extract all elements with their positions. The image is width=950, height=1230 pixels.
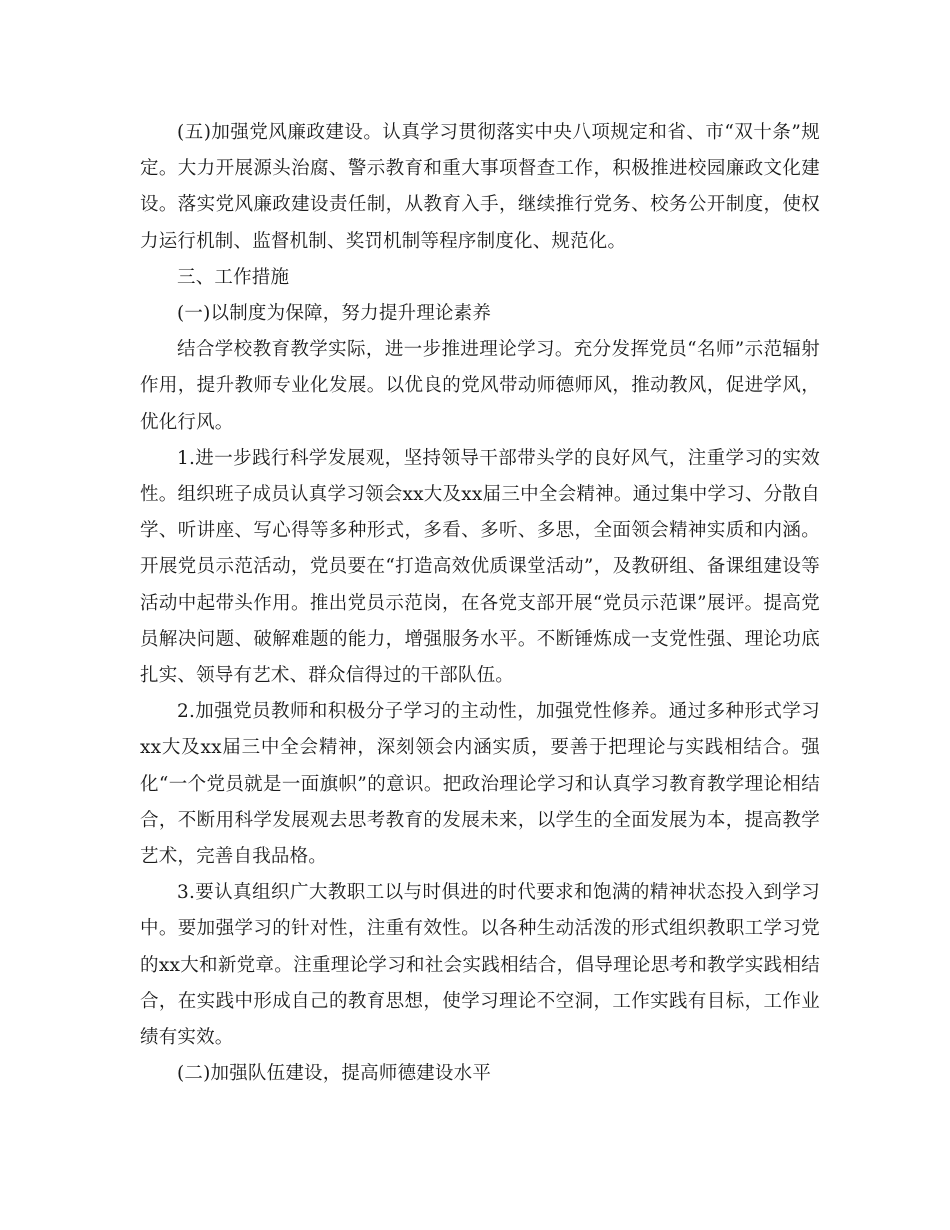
section-heading-work-measures: 三、工作措施 [177,266,290,288]
document-body [140,115,820,1092]
paragraph-item-2: 2.加强党员教师和积极分子学习的主动性，加强党性修养。通过多种形式学习xx大及xx届三中全会精神，深刻领会内涵实质，要善于把理论与实践相结合。强化“一个党员就是一面旗帜”的意识。把政治理论学习和认真学习教育教学理论相结合，不断用科学发展观去思考教育的发展未来，以学生的全面发展为本，提高教学艺术，完善自我品格。 [140,701,820,868]
paragraph-theory-study: 结合学校教育教学实际，进一步推进理论学习。充分发挥党员“名师”示范辐射作用，提升教师专业化发展。以优良的党风带动师德师风，推动教风，促进学风，优化行风。 [140,339,820,433]
paragraph-party-conduct: (五)加强党风廉政建设。认真学习贯彻落实中央八项规定和省、市“双十条”规定。大力开展源头治腐、警示教育和重大事项督查工作，积极推进校园廉政文化建设。落实党风廉政建设责任制，从教育入手，继续推行党务、校务公开制度，使权力运行机制、监督机制、奖罚机制等程序制度化、规范化。 [140,122,820,252]
subheading-team-building: (二)加强队伍建设，提高师德建设水平 [177,1063,492,1085]
paragraph-item-3: 3.要认真组织广大教职工以与时俱进的时代要求和饱满的精神状态投入到学习中。要加强学习的针对性，注重有效性。以各种生动活泼的形式组织教职工学习党的xx大和新党章。注重理论学习和社会实践相结合，倡导理论思考和教学实践相结合，在实践中形成自己的教育思想，使学习理论不空洞，工作实践有目标，工作业绩有实效。 [140,882,820,1049]
paragraph-item-1: 1.进一步践行科学发展观，坚持领导干部带头学的良好风气，注重学习的实效性。组织班子成员认真学习领会xx大及xx届三中全会精神。通过集中学习、分散自学、听讲座、写心得等多种形式，多看、多听、多思，全面领会精神实质和内涵。开展党员示范活动，党员要在“打造高效优质课堂活动”，及教研组、备课组建设等活动中起带头作用。推出党员示范岗，在各党支部开展“党员示范课”展评。提高党员解决问题、破解难题的能力，增强服务水平。不断锤炼成一支党性强、理论功底扎实、领导有艺术、群众信得过的干部队伍。 [140,447,820,687]
subheading-system-guarantee: (一)以制度为保障，努力提升理论素养 [177,303,492,325]
